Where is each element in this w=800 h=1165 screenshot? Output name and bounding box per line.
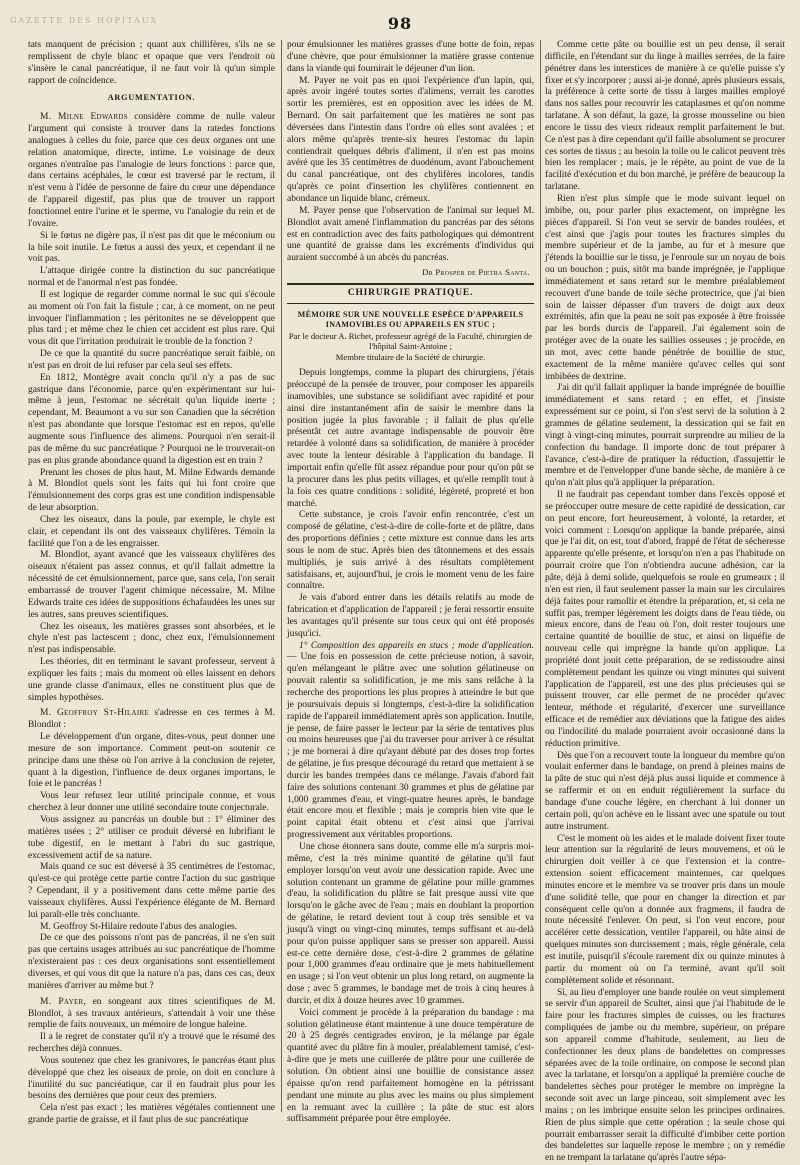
paragraph: tats manquent de précision ; quant aux chillifères, s'ils ne se remplissent de chyle blanc et opaque que vers l'endroit où s'insère le canal pancréatique, il ne faut voir là qu'un simple rapport de coïncidence. — [28, 40, 275, 87]
paragraph: Chez les oiseaux, dans la poule, par exemple, le chyle est clair, et cependant ils ont des vaisseaux chylifères. Témoin la facilité que l'on a de les engraisser. — [28, 515, 275, 551]
column-2 — [287, 40, 534, 1115]
paragraph-text: — Une fois en possession de cette précieuse notion, à savoir, qu'en mélangeant le plâtre avec une solution gélatineuse on pouvait ralentir sa solidification, je me mis sans relâche à la recherche des proportions les plus propres à atteindre le but que je poursuivais depuis si longtemps, c'est-à-dire la solidification rapide de l'appareil immédiatement après son application. Inutile, je pense, de faire passer le lecteur par la série de tentatives plus ou moins heureuses que j'ai du traverser pour arriver à ce résultat ; je me bornerai à dire qu'ayant débuté par des doses trop fortes de gélatine, je fus presque découragé du retard que mettaient à se durcir les bandes trempées dans ce mélange. J'avais d'abord fait faire des solutions contenant 30 grammes et plus de gélatine par 1,000 grammes d'eau, et vingt-quatre heures après, le bandage était encore mou et flexible ; mais je compris bien vite que le point capital était obtenu et c'est ainsi que j'arrivai progressivement aux véritables proportions. — [287, 652, 534, 840]
column-rule — [540, 40, 541, 1112]
paragraph: Comme cette pâte ou bouillie est un peu dense, il serait difficile, en l'étendant sur du linge à mailles serrées, de la faire pénétrer dans les interstices de manière à ce qu'elle puisse s'y fixer et s'y incorporer ; aussi ai-je donné, après plusieurs essais, la préférence à cette sorte de tissu à larges mailles employé dans nos salles pour recouvrir les cataplasmes et qu'on nomme tarlatane. À son défaut, la gaze, la grosse mousseline ou bien encore le tissu des vieux rideaux remplit parfaitement le but. Ce n'est pas à dire cependant qu'il faille absolument se procurer ces sortes de tissus ; au besoin la toile ou le calicot peuvent très bien les remplacer ; mais, je le répète, au point de vue de la facilité d'exécution et du bon marché, je préfère de beaucoup la tarlatane. — [545, 40, 785, 194]
paragraph — [28, 997, 275, 1033]
paragraph: Rien n'est plus simple que le mode suivant lequel on imbibe, ou, pour parler plus exactement, on imprègne les pièces d'appareil. Si l'on veut se servir de bandes roulées, et c'est ainsi que j'agis pour toutes les fractures simples du membre supérieur et de la jambe, au fur et à mesure que j'étends la bouillie sur le tissu, je l'enroule sur un noyau de bois ou un bouchon ; puis, sitôt ma bande imprégnée, je l'applique immédiatement et sans retard sur le membre préalablement recouvert d'une bande de toile sèche protectrice, que j'ai bien soin de laisser dépasser d'un travers de doigt aux deux extrémités, afin que la peau ne soit pas exposée à être froissée par les bords durcis de l'appareil. J'ai également soin de protéger avec de la ouate les saillies osseuses ; je procède, en un mot, avec cette bande pénétrée de bouillie de stuc, exactement de la même manière qu'avec celles qui sont imbibées de dextrine. — [545, 194, 785, 384]
paragraph: Cette substance, je crois l'avoir enfin rencontrée, c'est un composé de gélatine, c'est-à-dire de colle-forte et de plâtre, dans des proportions définies ; cette mixture est connue dans les arts sous le nom de stuc. Après bien des tâtonnemens et des essais multipliés, je suis arrivé à des résultats complètement satisfaisans, et, aujourd'hui, je crois le moment venu de les faire connaître. — [287, 510, 534, 593]
page-header — [0, 14, 800, 34]
article-author: Par le docteur A. Richet, professeur agrégé de la Faculté, chirurgien de l'hôpital Saint-Antoine ; — [287, 331, 534, 352]
paragraph: Vous assignez au pancréas un double but : 1° éliminer des matières usées ; 2° utiliser ce produit déversé en lubrifiant le tube digestif, en le mettant à l'abri du suc gastrique, excessivement actif de sa nature. — [28, 815, 275, 862]
paragraph: Mais quand ce suc est déversé à 35 centimètres de l'estomac, qu'est-ce qui protège cette partie contre l'action du suc gastrique ? Cependant, il y a positivement dans cette même partie des vaisseaux chylifères. Aussi l'expérience élégante de M. Bernard lui paraît-elle très concluante. — [28, 862, 275, 921]
paragraph: Il est logique de regarder comme normal le suc qui s'écoule au moment où l'on fait la fistule ; car, à ce moment, on ne peut invoquer l'inflammation ; les péritonites ne se développent que plus tard ; et même chez le chien cet accident est plus rare. Qui vous dit que l'irritation produirait le trouble de la fonction ? — [28, 290, 275, 349]
article-affiliation: Membre titulaire de la Société de chirurgie. — [287, 352, 534, 363]
paragraph: Prenant les choses de plus haut, M. Milne Edwards demande à M. Blondlot quels sont les faits qui lui font croire que l'émulsionnement des corps gras est une condition indispensable de leur absorption. — [28, 468, 275, 515]
paragraph: Chez les oiseaux, les matières grasses sont absorbées, et le chyle n'est pas lactescent ; donc, chez eux, l'émulsionnement n'est pas indispensable. — [28, 622, 275, 658]
paragraph: Vous soutenez que chez les granivores, le pancréas étant plus développé que chez les oiseaux de proie, on doit en conclure à l'inutilité du suc pancréatique, car il en faudrait plus pour les besoins des dernières que pour ceux des premiers. — [28, 1056, 275, 1103]
paragraph: Dès que l'on a recouvert toute la longueur du membre qu'on voulait enfermer dans le bandage, on prend à pleines mains de la pâte de stuc qui n'est déjà plus aussi liquide et commence à se raffermir et on en enduit régulièrement la surface du bandage d'une couche légère, en cherchant à lui donner un certain poli, qu'on achève en le lissant avec une spatule ou tout autre instrument. — [545, 751, 785, 834]
paragraph: Il ne faudrait pas cependant tomber dans l'excès opposé et se préoccuper outre mesure de cette rapidité de dessication, car on peut encore, fort heureusement, à volonté, la retarder, et voici comment : Lorsqu'on applique la bande préparée, ainsi que je l'ai dit, on est, tout d'abord, frappé de l'état de sécheresse apparente qu'elle présente, et lorsqu'on n'en a pas l'habitude on pourrait croire que l'on n'obtiendra aucune adhésion, car la pâte, déjà à demi solide, quelquefois se roule en grumeaux ; il n'en est rien, il faut seulement passer la main sur les circulaires déjà faites pour ramollir et étendre la préparation, et, si cela ne suffit pas, tremper légèrement les doigts dans de l'eau tiède, ou mieux encore, dans de l'eau où l'on, doit rester toujours une certaine quantité de bouillie de stuc, et ainsi on liquéfie de nouveau celle qui imprègne la bande qu'on applique. La propriété dont jouit cette préparation, de se redissoudre ainsi complètement pendant les quinze ou vingt minutes qui suivent l'application de l'appareil, est une des plus précieuses qui se puissent trouver, car elle permet de ne procéder qu'avec lenteur, méthode et régularité, d'exercer une surveillance efficace et de remédier aux déviations que la fatigue des aides ou l'indocilité du malade pourraient avoir occasionné dans la réduction primitive. — [545, 490, 785, 751]
paragraph — [28, 112, 275, 230]
paragraph: Je vais d'abord entrer dans les détails relatifs au mode de fabrication et d'application de l'appareil ; je ferai ressortir ensuite les avantages qu'il présente sur tous ceux qui ont été proposés jusqu'ici. — [287, 593, 534, 640]
paragraph: Voici comment je procède à la préparation du bandage : ma solution gélatineuse étant maintenue à une douce température de 20 à 25 degrés centigrades environ, je la mélange par égale quantité avec du plâtre fin à mouler, préalablement tamisé, c'est-à-dire que je mets une cuillerée de plâtre pour une cuillerée de solution. On obtient ainsi une bouillie de consistance assez épaisse qu'on rend parfaitement homogène en la pétrissant pendant une minute au plus avec les mains ou plus simplement en la remuant avec la cuillère ; la pâte de stuc est alors suffisamment préparée pour être employée. — [287, 1008, 534, 1126]
author-signature: Dr Prosper de Pietra Santa. — [287, 267, 530, 279]
running-head-ghost: GAZETTE DES HOPITAUX — [10, 16, 158, 25]
section-heading: ARGUMENTATION. — [28, 92, 275, 104]
paragraph: Vous leur refusez leur utilité principale connue, et vous cherchez à leur donner une utilité secondaire toute conjecturale. — [28, 791, 275, 815]
paragraph: En 1812, Montègre avait conclu qu'il n'y a pas de suc gastrique dans l'économie, parce qu'en expérimentant sur lui-même à jeun, l'estomac ne sécrétait qu'un liquide inerte ; cependant, M. Beaumont a vu sur son Canadien que la sécrétion n'est pas abondante que lorsque l'estomac est en repos, qu'elle augmente sous l'influence des alimens. Pourquoi n'en serait-il pas de même du suc pancréatique ? Pourquoi ne le trouverait-on pas en plus grande abondance quand la digestion est en train ? — [28, 373, 275, 468]
subsection-heading: 1° Composition des appareils en stucs ; mode d'application. — [299, 641, 534, 651]
paragraph: Il a le regret de constater qu'il n'y a trouvé que le résumé des recherches déjà connues. — [28, 1032, 275, 1056]
paragraph: De ce que la quantité du sucre pancréatique serait faible, on n'est pas en droit de lui refuser par cela seul ses effets. — [28, 349, 275, 373]
paragraph: Le développement d'un organe, dites-vous, peut donner une mesure de son importance. Comment peut-on soutenir ce principe dans une thèse où l'on arrive à la conclusion de rejeter, quant à la digestion, l'influence de deux organes importans, le foie et le pancréas ! — [28, 732, 275, 791]
article-title: MÉMOIRE SUR UNE NOUVELLE ESPÈCE D'APPAREILS INAMOVIBLES OU APPAREILS EN STUC ; — [287, 310, 534, 331]
paragraph: M. Payer ne voit pas en quoi l'expérience d'un lapin, qui, après avoir ingéré toutes sortes d'alimens, verrait les carottes sortir les premières, est en opposition avec les idées de M. Bernard. On sait parfaitement que les matières ne sont pas déversées dans l'intestin dans l'ordre où elles sont avalées ; et alors même qu'après trente-six heures l'estomac du lapin contiendrait quelques débris d'aliment, il n'en est pas moins avéré que les 35 centimètres de duodénum, avant l'abouchement du canal pancréatique, ont des chylifères incolores, tandis qu'après ce point d'insertion les chylifères contiennent en abondance un liquide blanc, crémeux. — [287, 76, 534, 206]
column-1 — [28, 40, 275, 1115]
paragraph: Depuis longtemps, comme la plupart des chirurgiens, j'étais préoccupé de la pensée de trouver, pour composer les appareils inamovibles, une substance se solidifiant avec rapidité et pour ainsi dire instantanément afin de saisir le membre dans la position jugée la plus favorable ; il fallait de plus qu'elle présentât cet autre avantage indispensable de pouvoir être retardée à volonté dans sa solidification, de manière à procéder avec toute la lenteur désirable à l'application du bandage. Il importait enfin qu'elle fût assez répandue pour pour qu'on pût se la procurer dans les plus petits villages, et qu'elle remplît tout à la fois ces quatre conditions : solidité, légèreté, propreté et bon marché. — [287, 368, 534, 510]
column-3 — [545, 40, 785, 1115]
paragraph-text: s'adresse en ces termes à M. Blondlot : — [28, 708, 275, 730]
speaker-name: M. Milne Edwards — [40, 112, 128, 122]
paragraph-text: , en songeant aux titres scientifiques de M. Blondlot, à ses travaux antérieurs, s'attendait à voir une thèse remplie de faits nouveaux, un mémoire de longue haleine. — [28, 997, 275, 1031]
paragraph: pour émulsionner les matières grasses d'une botte de foin, repas d'une chèvre, que pour émulsionner la matière grasse contenue dans la viande qui fournirait le déjeuner d'un lion. — [287, 40, 534, 76]
paragraph-text: considère comme de nulle valeur l'argument qui consiste à trouver dans la ratedes fonctions analogues à celles du foie, parce que ces deux organes ont une relation anatomique, directe, intime. Le voisinage de deux organes n'entraîne pas l'analogie de leurs fonctions : parce que, dans certains acéphales, le cœur est traversé par le rectum, il n'est venu à l'idée de personne de faire du cœur une dépendance de l'appareil digestif, pas plus que de trouver un rapport fonctionnel entre l'urine et le sperme, vu l'analogie du rein et de l'ovaire. — [28, 112, 275, 229]
paragraph: M. Geoffroy St-Hilaire redoute l'abus des analogies. — [28, 922, 275, 934]
paragraph: C'est le moment où les aides et le malade doivent fixer toute leur attention sur la régularité de leurs mouvemens, et où le chirurgien doit veiller à ce que l'extension et la contre-extension soient efficacement maintenues, car quelques minutes encore et le membre va se trouver pris dans un moule d'une solidité telle, que pour en changer la direction et par conséquent celle qu'on a donnée aux fragmens, il faudra de toute nécessité l'enlever. On peut, si l'on veut encore, pour accélérer cette dessication, ventiler l'appareil, ou hâte ainsi de quelques minutes son durcissement ; mais, règle générale, cela est inutile, puisqu'il s'écoule rarement dix ou quinze minutes à partir du moment où on l'a terminé, avant qu'il soit complètement solide et résonnant. — [545, 834, 785, 988]
paragraph — [28, 708, 275, 732]
paragraph: De ce que des poissons n'ont pas de pancréas, il ne s'en suit pas que certains usages attribués au suc pancréatique de l'homme n'existeraient pas : ces deux organisations sont essentiellement diverses, et qui vous dit que la nature n'a pas, dans ces cas, deux manières d'arriver au même but ? — [28, 933, 275, 992]
paragraph — [287, 641, 534, 842]
paragraph: L'attaque dirigée contre la distinction du suc pancréatique normal et de l'anormal n'est pas fondée. — [28, 266, 275, 290]
paragraph: M. Blondlot, ayant avancé que les vaisseaux chylifères des oiseaux n'étaient pas assez connus, et qu'il fallait admettre la nécessité de cet émulsionnement, parce que, sans cela, l'on serait embarrassé de trouver l'agent chimique nécessaire, M. Milne Edwards traite ces idées de suppositions échafaudées les unes sur les autres, sans preuves scientifiques. — [28, 550, 275, 621]
section-banner: CHIRURGIE PRATIQUE. — [287, 283, 534, 304]
paragraph: Les théories, dit en terminant le savant professeur, servent à expliquer les faits ; mais du moment où elles laissent en dehors une grande classe d'animaux, elles ne constituent plus que de simples hypothèses. — [28, 657, 275, 704]
speaker-name: M. Geoffroy St-Hilaire — [40, 708, 149, 718]
paragraph: Si, au lieu d'employer une bande roulée on veut simplement se servir d'un appareil de Scultet, ainsi que j'ai l'habitude de le faire pour les fractures simples de cuisses, ou les fractures compliquées de jambe ou du membre, supérieur, on prépare son appareil comme d'habitude, seulement, au lieu de confectionner les deux plans de bandelettes on compresses séparées avec de la toile ordinaire, on compose le second plan avec la tarlatane, et lorsqu'on a appliqué la première couche de bandelettes sèches pour protéger le membre on imprègne la seconde soit avec un large pinceau, soit simplement avec les mains ; on les imbrique ensuite selon les principes ordinaires. Rien de plus simple que cette opération ; la seule chose qui pourrait embarrasser serait la difficulté d'imbiber cette portion des bandelettes sur laquelle repose le membre ; on y remédie en ne trempant la tarlatane qu'après l'autre sépa- — [545, 988, 785, 1165]
paragraph: M. Payer pense que l'observation de l'animal sur lequel M. Blondlot avait amené l'inflammation du pancréas par des sétons est en contradiction avec des faits pathologiques qui démontrent une quantité de graisse dans les excréments d'individus qui auraient succombé à un abcès du pancréas. — [287, 206, 534, 265]
paragraph: Cela n'est pas exact ; les matières végétales contiennent une grande partie de graisse, et il faut plus de suc pancréatique — [28, 1103, 275, 1127]
paragraph: J'ai dit qu'il fallait appliquer la bande imprégnée de bouillie immédiatement et sans retard ; en effet, et j'insiste expressément sur ce point, si l'on s'est servi de la solution à 2 grammes de gélatine seulement, la dessication qui se fait en vingt à vingt-cinq minutes, pourrait surprendre au milieu de la confection du bandage. Il importe donc de tout préparer à l'avance, c'est-à-dire de pratiquer la réduction, d'assujettir le membre et de l'envelopper d'une bande sèche, de manière à ce qu'on n'ait plus qu'à appliquer la préparation. — [545, 383, 785, 490]
page-number: 98 — [0, 14, 800, 33]
speaker-name: M. Payer — [40, 997, 84, 1007]
paragraph: Si le fœtus ne digère pas, il n'est pas dit que le méconium ou la bile soit inutile. Le fœtus a aussi des yeux, et cependant il ne voit pas. — [28, 231, 275, 267]
paragraph: Une chose étonnera sans doute, comme elle m'a surpris moi-même, c'est la très minime quantité de gélatine qu'il faut employer lorsqu'on veut avoir une dessication rapide. Avec une solution contenant un gramme de gélatine pour mille grammes d'eau, la solidification du plâtre se fait presque aussi vite que lorsqu'on le gâche avec de l'eau ; mais en doublant la proportion de gélatine, le retard devient tout à coup très sensible et va jusqu'à vingt ou vingt-cinq minutes, temps suffisant et au-delà pour qu'on puisse appliquer sans se presser son appareil. Aussi est-ce cette dernière dose, c'est-à-dire 2 grammes de gélatine pour 1,000 grammes d'eau ordinaire que je mets habituellement en usage ; si l'on veut obtenir un plus long retard, on augmente la dose ; avec 5 grammes, le bandage met de trois à cinq heures à durcir, et dix à douze heures avec 10 grammes. — [287, 842, 534, 1008]
column-rule — [281, 40, 282, 1112]
